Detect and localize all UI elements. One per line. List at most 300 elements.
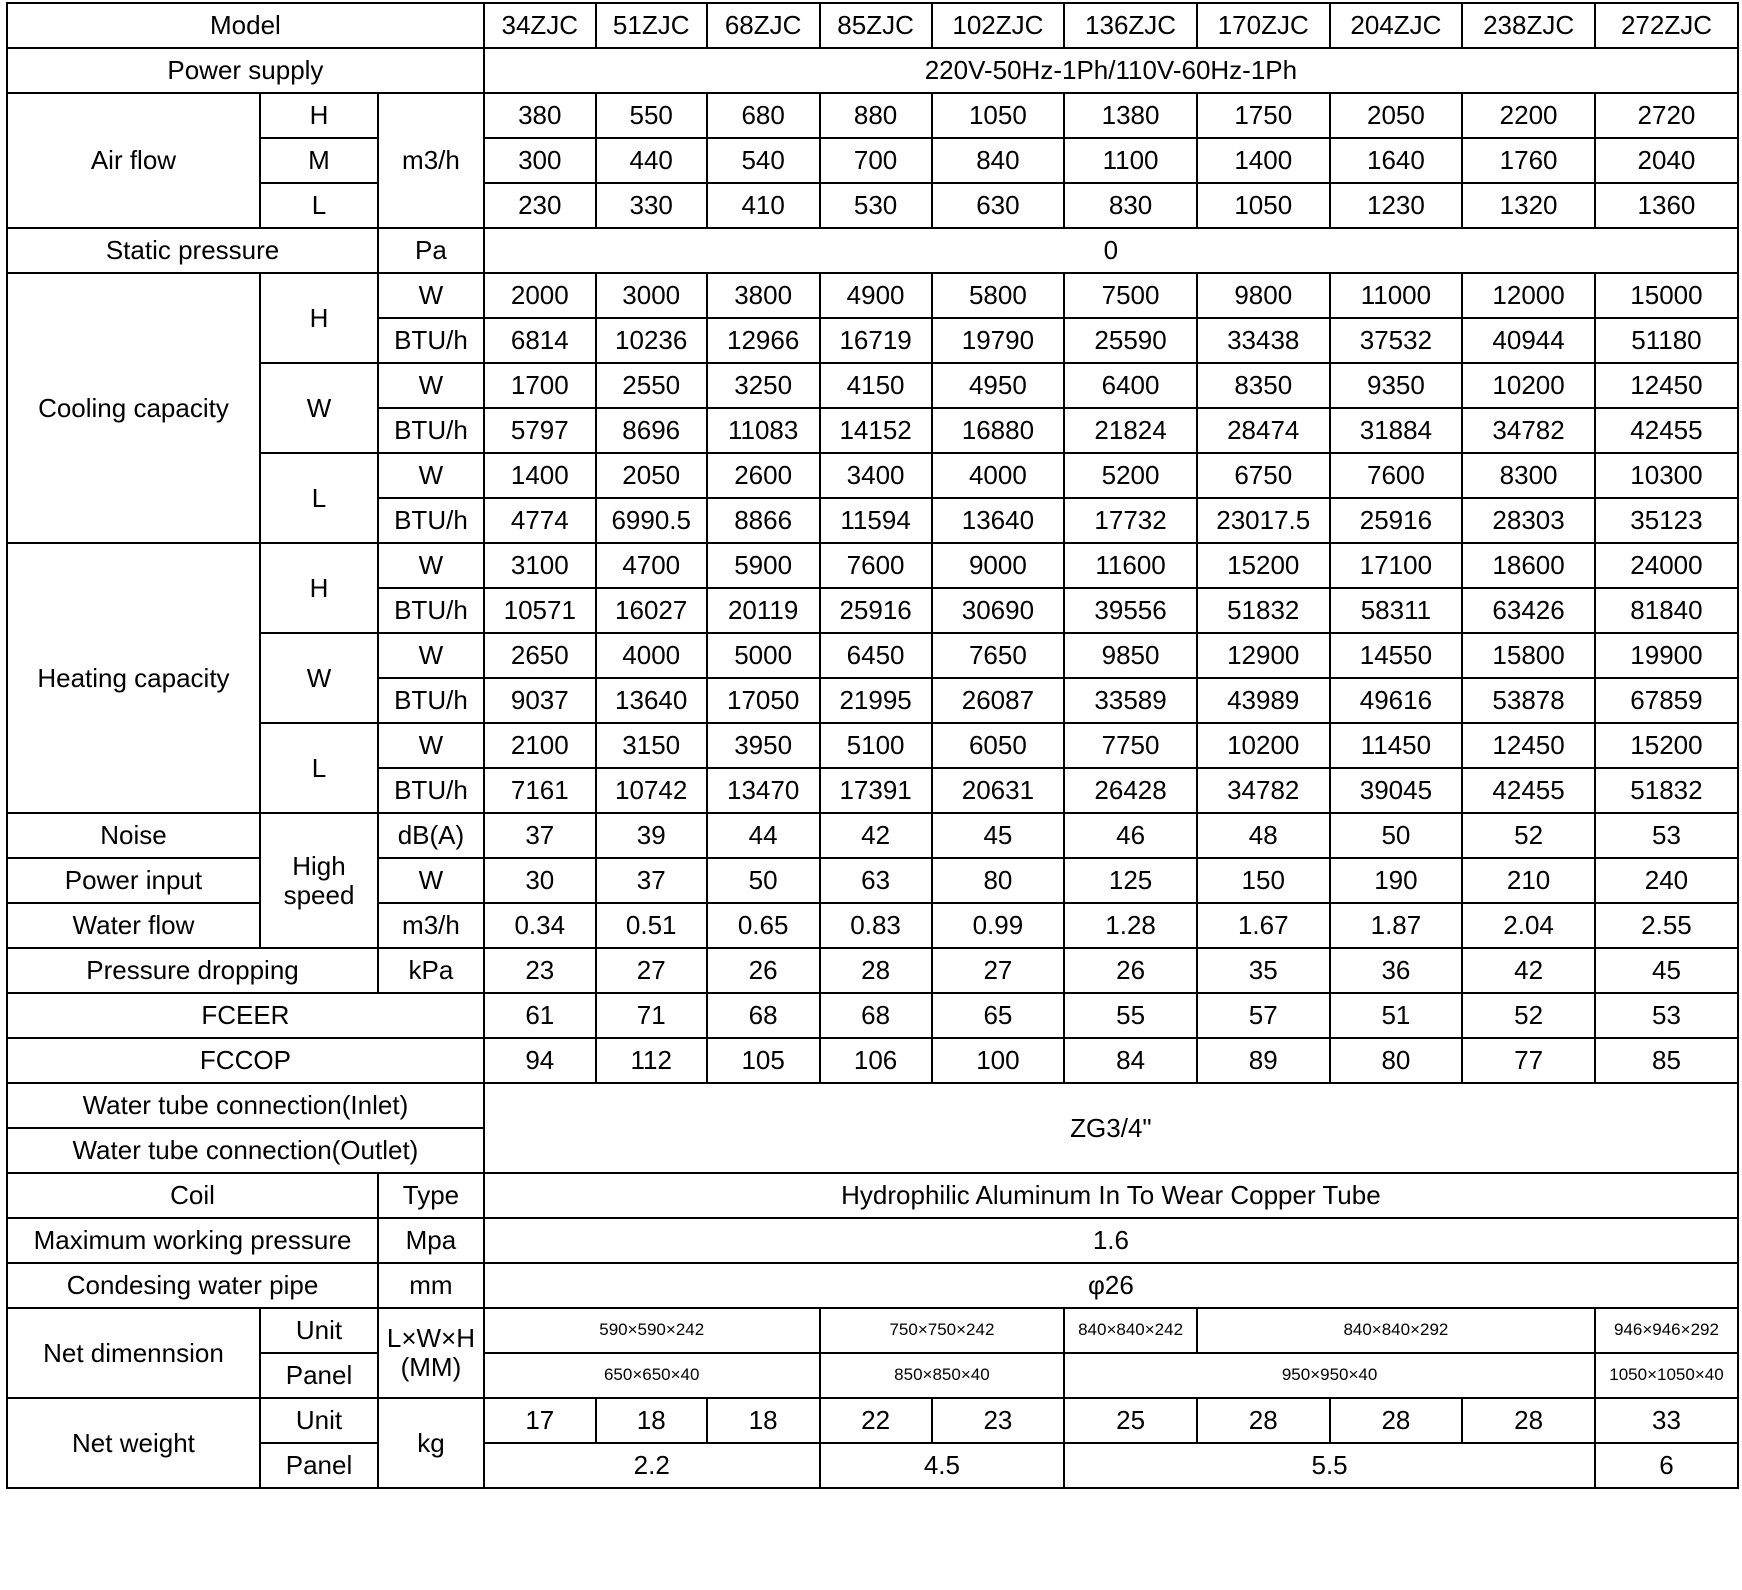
value-cell: 37532 (1330, 318, 1463, 363)
speed-label: L (260, 723, 378, 813)
net-weight-row (7, 1443, 1738, 1488)
value-cell: 68 (820, 993, 932, 1038)
net-dimension-label: Net dimennsion (7, 1308, 260, 1398)
unit-label: W (378, 453, 484, 498)
value-cell: 410 (707, 183, 820, 228)
value-cell: 25 (1064, 1398, 1197, 1443)
value-cell: 26 (707, 948, 820, 993)
air-flow-row (7, 138, 1738, 183)
value-cell: 2550 (596, 363, 707, 408)
model-header: 136ZJC (1064, 3, 1197, 48)
value-cell: 34782 (1462, 408, 1595, 453)
value-cell: 28 (820, 948, 932, 993)
value-cell: 12966 (707, 318, 820, 363)
value-cell: 2050 (596, 453, 707, 498)
max-pressure-row (7, 1218, 1738, 1263)
static-pressure-row (7, 228, 1738, 273)
net-dimension-row (7, 1353, 1738, 1398)
value-cell: 3100 (484, 543, 596, 588)
value-cell: 33 (1595, 1398, 1738, 1443)
value-cell: 17 (484, 1398, 596, 1443)
value-cell: 11000 (1330, 273, 1463, 318)
value-cell: 52 (1462, 993, 1595, 1038)
value-cell: 25916 (1330, 498, 1463, 543)
value-cell: 43989 (1197, 678, 1330, 723)
value-cell: 230 (484, 183, 596, 228)
unit-label: mm (378, 1263, 484, 1308)
fceer-label: FCEER (7, 993, 484, 1038)
condensing-pipe-label: Condesing water pipe (7, 1263, 378, 1308)
value-cell: 1750 (1197, 93, 1330, 138)
value-cell: 5200 (1064, 453, 1197, 498)
value-cell: 51832 (1197, 588, 1330, 633)
value-cell: 1050 (1197, 183, 1330, 228)
value-cell: 540 (707, 138, 820, 183)
fccop-row (7, 1038, 1738, 1083)
value-cell: 440 (596, 138, 707, 183)
air-flow-row (7, 183, 1738, 228)
value-cell: 89 (1197, 1038, 1330, 1083)
value-cell: 17050 (707, 678, 820, 723)
merged-value-cell: 850×850×40 (820, 1353, 1065, 1398)
value-cell: 28 (1197, 1398, 1330, 1443)
water-inlet-row (7, 1083, 1738, 1128)
value-cell: 16027 (596, 588, 707, 633)
merged-value-cell: 650×650×40 (484, 1353, 820, 1398)
value-cell: 12450 (1462, 723, 1595, 768)
value-cell: 240 (1595, 858, 1738, 903)
value-cell: 28474 (1197, 408, 1330, 453)
value-cell: 4000 (596, 633, 707, 678)
value-cell: 7161 (484, 768, 596, 813)
sub-label: Unit (260, 1308, 378, 1353)
value-cell: 71 (596, 993, 707, 1038)
value-cell: 13640 (596, 678, 707, 723)
water-inlet-label: Water tube connection(Inlet) (7, 1083, 484, 1128)
value-cell: 2720 (1595, 93, 1738, 138)
speed-label: L (260, 453, 378, 543)
value-cell: 17732 (1064, 498, 1197, 543)
value-cell: 67859 (1595, 678, 1738, 723)
value-cell: 39045 (1330, 768, 1463, 813)
value-cell: 9000 (932, 543, 1065, 588)
value-cell: 8696 (596, 408, 707, 453)
value-cell: 11083 (707, 408, 820, 453)
value-cell: 19790 (932, 318, 1065, 363)
value-cell: 1400 (484, 453, 596, 498)
value-cell: 17100 (1330, 543, 1463, 588)
value-cell: 6990.5 (596, 498, 707, 543)
speed-label: W (260, 363, 378, 453)
value-cell: 630 (932, 183, 1065, 228)
value-cell: 2200 (1462, 93, 1595, 138)
model-header: 68ZJC (707, 3, 820, 48)
merged-value-cell: 4.5 (820, 1443, 1065, 1488)
value-cell: 18 (707, 1398, 820, 1443)
value-cell: 50 (1330, 813, 1463, 858)
value-cell: 300 (484, 138, 596, 183)
value-cell: 80 (932, 858, 1065, 903)
value-cell: 4700 (596, 543, 707, 588)
model-row (7, 3, 1738, 48)
value-cell: 23 (484, 948, 596, 993)
value-cell: 7500 (1064, 273, 1197, 318)
unit-label: BTU/h (378, 588, 484, 633)
value-cell: 1760 (1462, 138, 1595, 183)
value-cell: 10200 (1462, 363, 1595, 408)
value-cell: 44 (707, 813, 820, 858)
value-cell: 42455 (1462, 768, 1595, 813)
unit-label: BTU/h (378, 498, 484, 543)
value-cell: 27 (596, 948, 707, 993)
model-header: 204ZJC (1330, 3, 1463, 48)
speed-label: H (260, 93, 378, 138)
value-cell: 45 (932, 813, 1065, 858)
value-cell: 68 (707, 993, 820, 1038)
power-input-label: Power input (7, 858, 260, 903)
value-cell: 1.28 (1064, 903, 1197, 948)
value-cell: 4000 (932, 453, 1065, 498)
merged-value-cell: 1050×1050×40 (1595, 1353, 1738, 1398)
value-cell: 2040 (1595, 138, 1738, 183)
unit-label: W (378, 858, 484, 903)
value-cell: 3800 (707, 273, 820, 318)
condensing-pipe-value: φ26 (484, 1263, 1738, 1308)
unit-label: BTU/h (378, 408, 484, 453)
value-cell: 42 (820, 813, 932, 858)
value-cell: 9037 (484, 678, 596, 723)
value-cell: 11450 (1330, 723, 1463, 768)
static-pressure-label: Static pressure (7, 228, 378, 273)
unit-label: Mpa (378, 1218, 484, 1263)
water-flow-label: Water flow (7, 903, 260, 948)
value-cell: 51 (1330, 993, 1463, 1038)
value-cell: 52 (1462, 813, 1595, 858)
value-cell: 10571 (484, 588, 596, 633)
value-cell: 36 (1330, 948, 1463, 993)
fccop-label: FCCOP (7, 1038, 484, 1083)
cooling-capacity-label: Cooling capacity (7, 273, 260, 543)
value-cell: 12450 (1595, 363, 1738, 408)
value-cell: 63 (820, 858, 932, 903)
value-cell: 6814 (484, 318, 596, 363)
value-cell: 1700 (484, 363, 596, 408)
value-cell: 12000 (1462, 273, 1595, 318)
value-cell: 3000 (596, 273, 707, 318)
value-cell: 15800 (1462, 633, 1595, 678)
merged-value-cell: 5.5 (1064, 1443, 1595, 1488)
unit-label: m3/h (378, 93, 484, 228)
net-weight-row (7, 1398, 1738, 1443)
value-cell: 14152 (820, 408, 932, 453)
value-cell: 550 (596, 93, 707, 138)
value-cell: 26 (1064, 948, 1197, 993)
value-cell: 5100 (820, 723, 932, 768)
value-cell: 1100 (1064, 138, 1197, 183)
value-cell: 1230 (1330, 183, 1463, 228)
value-cell: 6450 (820, 633, 932, 678)
value-cell: 46 (1064, 813, 1197, 858)
coil-type-value: Hydrophilic Aluminum In To Wear Copper Tube (484, 1173, 1738, 1218)
model-header: 51ZJC (596, 3, 707, 48)
value-cell: 330 (596, 183, 707, 228)
unit-label: BTU/h (378, 318, 484, 363)
value-cell: 16880 (932, 408, 1065, 453)
value-cell: 13640 (932, 498, 1065, 543)
value-cell: 35 (1197, 948, 1330, 993)
value-cell: 7600 (1330, 453, 1463, 498)
power-supply-value: 220V-50Hz-1Ph/110V-60Hz-1Ph (484, 48, 1738, 93)
value-cell: 3950 (707, 723, 820, 768)
value-cell: 14550 (1330, 633, 1463, 678)
value-cell: 1400 (1197, 138, 1330, 183)
coil-label: Coil (7, 1173, 378, 1218)
unit-label: W (378, 723, 484, 768)
value-cell: 58311 (1330, 588, 1463, 633)
sub-label: Panel (260, 1443, 378, 1488)
value-cell: 30 (484, 858, 596, 903)
value-cell: 21995 (820, 678, 932, 723)
value-cell: 6050 (932, 723, 1065, 768)
value-cell: 0.34 (484, 903, 596, 948)
value-cell: 9350 (1330, 363, 1463, 408)
coil-row (7, 1173, 1738, 1218)
value-cell: 1.67 (1197, 903, 1330, 948)
value-cell: 6400 (1064, 363, 1197, 408)
model-header: 102ZJC (932, 3, 1065, 48)
unit-label: W (378, 273, 484, 318)
value-cell: 112 (596, 1038, 707, 1083)
value-cell: 5800 (932, 273, 1065, 318)
speed-label: M (260, 138, 378, 183)
model-header: 170ZJC (1197, 3, 1330, 48)
value-cell: 1050 (932, 93, 1065, 138)
merged-value-cell: 950×950×40 (1064, 1353, 1595, 1398)
water-outlet-label: Water tube connection(Outlet) (7, 1128, 484, 1173)
value-cell: 3400 (820, 453, 932, 498)
value-cell: 25916 (820, 588, 932, 633)
value-cell: 5000 (707, 633, 820, 678)
value-cell: 65 (932, 993, 1065, 1038)
net-dimension-row (7, 1308, 1738, 1353)
value-cell: 28 (1462, 1398, 1595, 1443)
value-cell: 45 (1595, 948, 1738, 993)
unit-label: BTU/h (378, 678, 484, 723)
value-cell: 34782 (1197, 768, 1330, 813)
value-cell: 10236 (596, 318, 707, 363)
value-cell: 16719 (820, 318, 932, 363)
unit-label: W (378, 363, 484, 408)
value-cell: 7650 (932, 633, 1065, 678)
value-cell: 5797 (484, 408, 596, 453)
value-cell: 0.51 (596, 903, 707, 948)
value-cell: 21824 (1064, 408, 1197, 453)
value-cell: 190 (1330, 858, 1463, 903)
value-cell: 6750 (1197, 453, 1330, 498)
merged-value-cell: 946×946×292 (1595, 1308, 1738, 1353)
heating-row (7, 633, 1738, 678)
max-pressure-label: Maximum working pressure (7, 1218, 378, 1263)
value-cell: 12900 (1197, 633, 1330, 678)
merged-value-cell: 750×750×242 (820, 1308, 1065, 1353)
sub-label: Unit (260, 1398, 378, 1443)
value-cell: 81840 (1595, 588, 1738, 633)
value-cell: 53 (1595, 813, 1738, 858)
value-cell: 28303 (1462, 498, 1595, 543)
value-cell: 33438 (1197, 318, 1330, 363)
value-cell: 77 (1462, 1038, 1595, 1083)
value-cell: 15000 (1595, 273, 1738, 318)
value-cell: 63426 (1462, 588, 1595, 633)
value-cell: 15200 (1197, 543, 1330, 588)
value-cell: 30690 (932, 588, 1065, 633)
value-cell: 2650 (484, 633, 596, 678)
value-cell: 4774 (484, 498, 596, 543)
model-header: 85ZJC (820, 3, 932, 48)
noise-row (7, 813, 1738, 858)
value-cell: 2100 (484, 723, 596, 768)
value-cell: 15200 (1595, 723, 1738, 768)
value-cell: 26428 (1064, 768, 1197, 813)
power-supply-row (7, 48, 1738, 93)
value-cell: 2050 (1330, 93, 1463, 138)
high-speed-label: High speed (260, 813, 378, 948)
unit-label: kPa (378, 948, 484, 993)
value-cell: 39556 (1064, 588, 1197, 633)
value-cell: 8300 (1462, 453, 1595, 498)
value-cell: 3150 (596, 723, 707, 768)
cooling-row (7, 363, 1738, 408)
value-cell: 85 (1595, 1038, 1738, 1083)
value-cell: 17391 (820, 768, 932, 813)
value-cell: 8350 (1197, 363, 1330, 408)
heating-row (7, 543, 1738, 588)
unit-label: W (378, 633, 484, 678)
value-cell: 57 (1197, 993, 1330, 1038)
value-cell: 13470 (707, 768, 820, 813)
power-supply-label: Power supply (7, 48, 484, 93)
speed-label: L (260, 183, 378, 228)
value-cell: 1380 (1064, 93, 1197, 138)
value-cell: 25590 (1064, 318, 1197, 363)
value-cell: 94 (484, 1038, 596, 1083)
value-cell: 20631 (932, 768, 1065, 813)
heating-row (7, 723, 1738, 768)
pressure-dropping-label: Pressure dropping (7, 948, 378, 993)
value-cell: 3250 (707, 363, 820, 408)
value-cell: 84 (1064, 1038, 1197, 1083)
value-cell: 0.99 (932, 903, 1065, 948)
unit-label: Type (378, 1173, 484, 1218)
value-cell: 11594 (820, 498, 932, 543)
unit-label: Pa (378, 228, 484, 273)
value-cell: 2000 (484, 273, 596, 318)
value-cell: 9850 (1064, 633, 1197, 678)
value-cell: 48 (1197, 813, 1330, 858)
value-cell: 42 (1462, 948, 1595, 993)
model-label: Model (7, 3, 484, 48)
value-cell: 700 (820, 138, 932, 183)
value-cell: 1320 (1462, 183, 1595, 228)
unit-label: dB(A) (378, 813, 484, 858)
value-cell: 37 (484, 813, 596, 858)
value-cell: 42455 (1595, 408, 1738, 453)
merged-value-cell: 6 (1595, 1443, 1738, 1488)
value-cell: 125 (1064, 858, 1197, 903)
max-pressure-value: 1.6 (484, 1218, 1738, 1263)
value-cell: 880 (820, 93, 932, 138)
model-header: 238ZJC (1462, 3, 1595, 48)
merged-value-cell: 590×590×242 (484, 1308, 820, 1353)
specification-table (6, 2, 1739, 1489)
air-flow-row (7, 93, 1738, 138)
value-cell: 8866 (707, 498, 820, 543)
sub-label: Panel (260, 1353, 378, 1398)
value-cell: 9800 (1197, 273, 1330, 318)
value-cell: 1640 (1330, 138, 1463, 183)
value-cell: 28 (1330, 1398, 1463, 1443)
value-cell: 4950 (932, 363, 1065, 408)
value-cell: 51180 (1595, 318, 1738, 363)
value-cell: 2600 (707, 453, 820, 498)
value-cell: 27 (932, 948, 1065, 993)
value-cell: 7600 (820, 543, 932, 588)
cooling-row (7, 273, 1738, 318)
value-cell: 23017.5 (1197, 498, 1330, 543)
value-cell: 2.04 (1462, 903, 1595, 948)
value-cell: 31884 (1330, 408, 1463, 453)
condensing-pipe-row (7, 1263, 1738, 1308)
pressure-dropping-row (7, 948, 1738, 993)
value-cell: 35123 (1595, 498, 1738, 543)
value-cell: 11600 (1064, 543, 1197, 588)
value-cell: 80 (1330, 1038, 1463, 1083)
value-cell: 33589 (1064, 678, 1197, 723)
value-cell: 100 (932, 1038, 1065, 1083)
value-cell: 150 (1197, 858, 1330, 903)
value-cell: 105 (707, 1038, 820, 1083)
cooling-row (7, 453, 1738, 498)
speed-label: W (260, 633, 378, 723)
value-cell: 53878 (1462, 678, 1595, 723)
value-cell: 55 (1064, 993, 1197, 1038)
merged-value-cell: 840×840×242 (1064, 1308, 1197, 1353)
water-connection-value: ZG3/4" (484, 1083, 1738, 1173)
fceer-row (7, 993, 1738, 1038)
value-cell: 22 (820, 1398, 932, 1443)
unit-label: kg (378, 1398, 484, 1488)
value-cell: 840 (932, 138, 1065, 183)
value-cell: 10200 (1197, 723, 1330, 768)
value-cell: 1360 (1595, 183, 1738, 228)
value-cell: 7750 (1064, 723, 1197, 768)
merged-value-cell: 840×840×292 (1197, 1308, 1595, 1353)
speed-label: H (260, 543, 378, 633)
value-cell: 51832 (1595, 768, 1738, 813)
value-cell: 106 (820, 1038, 932, 1083)
value-cell: 26087 (932, 678, 1065, 723)
net-weight-label: Net weight (7, 1398, 260, 1488)
value-cell: 18600 (1462, 543, 1595, 588)
value-cell: 4150 (820, 363, 932, 408)
value-cell: 20119 (707, 588, 820, 633)
value-cell: 53 (1595, 993, 1738, 1038)
model-header: 34ZJC (484, 3, 596, 48)
static-pressure-value: 0 (484, 228, 1738, 273)
value-cell: 39 (596, 813, 707, 858)
air-flow-label: Air flow (7, 93, 260, 228)
value-cell: 49616 (1330, 678, 1463, 723)
